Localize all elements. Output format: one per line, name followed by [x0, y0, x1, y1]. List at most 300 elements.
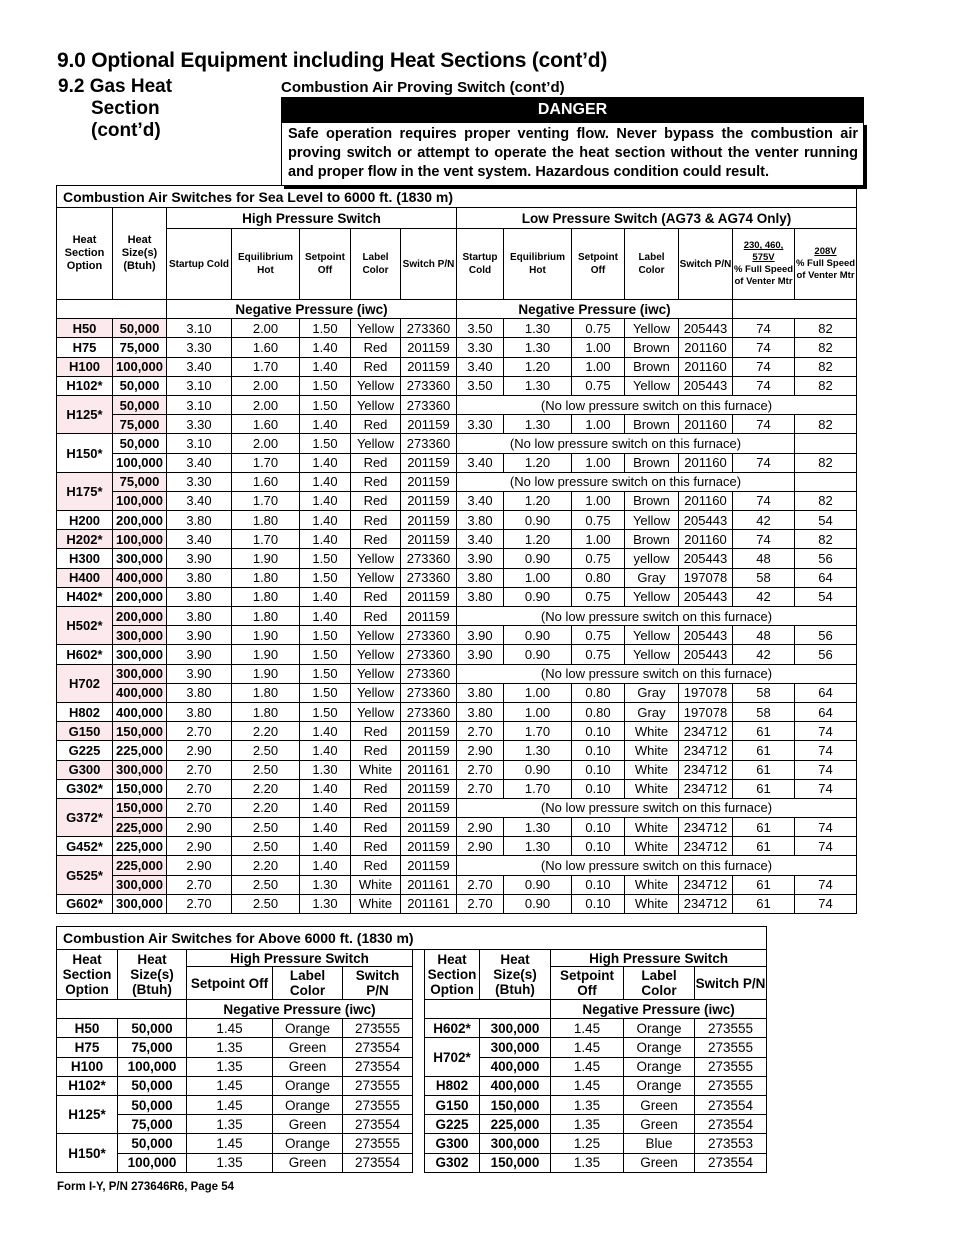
high-setpoint-off: 1.50: [300, 683, 351, 702]
heat-section-option: H202*: [57, 530, 113, 549]
high-setpoint-off: 1.40: [300, 415, 351, 434]
col-heat-size: Heat Size(s) (Btuh): [480, 950, 551, 1000]
heat-section-option: H802: [57, 702, 113, 721]
heat-section-option: H802: [425, 1076, 480, 1095]
high-startup-cold: 3.10: [167, 376, 232, 395]
high-startup-cold: 2.70: [167, 798, 232, 817]
heat-size: 300,000: [480, 1019, 551, 1038]
low-equilibrium-hot: 0.90: [504, 587, 572, 606]
low-label-color: White: [625, 741, 679, 760]
low-setpoint-off: 0.80: [572, 702, 625, 721]
heat-section-option: H125*: [57, 395, 113, 433]
speed-230-460-575: 74: [733, 530, 795, 549]
high-switch-pn: 273360: [401, 319, 457, 338]
setpoint-off: 1.35: [187, 1038, 273, 1057]
high-setpoint-off: 1.40: [300, 491, 351, 510]
low-startup-cold: 3.40: [457, 530, 504, 549]
high-setpoint-off: 1.50: [300, 568, 351, 587]
heat-section-option: G150: [57, 722, 113, 741]
table-row: [57, 683, 857, 702]
table-row: [57, 818, 857, 837]
high-switch-pn: 201159: [401, 837, 457, 856]
col-switch-pn: Switch P/N: [695, 967, 767, 1000]
table-row: [57, 760, 857, 779]
high-equilibrium-hot: 2.50: [232, 760, 300, 779]
low-setpoint-off: 0.80: [572, 568, 625, 587]
table-row: [57, 472, 857, 491]
table-row: [57, 338, 857, 357]
setpoint-off: 1.45: [187, 1134, 273, 1153]
high-startup-cold: 3.30: [167, 338, 232, 357]
high-switch-pn: 201159: [401, 472, 457, 491]
high-startup-cold: 3.90: [167, 626, 232, 645]
high-setpoint-off: 1.40: [300, 511, 351, 530]
low-label-color: Brown: [625, 357, 679, 376]
high-startup-cold: 2.90: [167, 856, 232, 875]
high-setpoint-off: 1.50: [300, 702, 351, 721]
high-label-color: Red: [351, 779, 401, 798]
high-equilibrium-hot: 2.00: [232, 376, 300, 395]
col-switch-pn: Switch P/N: [401, 229, 457, 300]
switch-pn: 273555: [695, 1019, 767, 1038]
heat-section-option: H402*: [57, 587, 113, 606]
switch-pn: 273555: [343, 1076, 413, 1095]
speed-208: 82: [795, 319, 857, 338]
label-color: Green: [273, 1057, 343, 1076]
high-switch-pn: 273360: [401, 376, 457, 395]
high-startup-cold: 3.90: [167, 664, 232, 683]
table-gap: [413, 1019, 425, 1038]
high-switch-pn: 201161: [401, 875, 457, 894]
low-switch-pn: 205443: [679, 511, 733, 530]
heat-section-option: G225: [57, 741, 113, 760]
high-equilibrium-hot: 1.70: [232, 453, 300, 472]
table-gap: [413, 1038, 425, 1057]
speed-208: 82: [795, 530, 857, 549]
high-equilibrium-hot: 2.00: [232, 434, 300, 453]
heat-size: 400,000: [480, 1076, 551, 1095]
high-equilibrium-hot: 2.50: [232, 818, 300, 837]
low-equilibrium-hot: 1.30: [504, 319, 572, 338]
high-switch-pn: 201159: [401, 779, 457, 798]
low-label-color: White: [625, 837, 679, 856]
col-switch-pn: Switch P/N: [343, 967, 413, 1000]
heat-section-option: H125*: [57, 1095, 118, 1133]
setpoint-off: 1.45: [551, 1057, 624, 1076]
heat-size: 50,000: [113, 376, 167, 395]
setpoint-off: 1.35: [551, 1095, 624, 1114]
speed-208: 74: [795, 875, 857, 894]
low-startup-cold: 3.40: [457, 453, 504, 472]
low-startup-cold: 3.50: [457, 376, 504, 395]
high-setpoint-off: 1.40: [300, 587, 351, 606]
heat-section-option: H150*: [57, 434, 113, 472]
heat-size: 225,000: [113, 856, 167, 875]
high-equilibrium-hot: 1.60: [232, 415, 300, 434]
setpoint-off: 1.35: [187, 1115, 273, 1134]
heat-size: 300,000: [113, 894, 167, 913]
heat-section-option: H75: [57, 338, 113, 357]
heat-section-option: G525*: [57, 856, 113, 894]
high-startup-cold: 2.70: [167, 760, 232, 779]
high-switch-pn: 201159: [401, 722, 457, 741]
label-color: Orange: [273, 1076, 343, 1095]
high-label-color: Red: [351, 837, 401, 856]
high-equilibrium-hot: 1.80: [232, 607, 300, 626]
high-switch-pn: 273360: [401, 568, 457, 587]
high-switch-pn: 201159: [401, 818, 457, 837]
table-gap: [413, 1095, 425, 1114]
high-label-color: Yellow: [351, 626, 401, 645]
low-switch-pn: 205443: [679, 376, 733, 395]
low-switch-pn: 201160: [679, 338, 733, 357]
low-switch-pn: 234712: [679, 894, 733, 913]
heat-section-option: H100: [57, 357, 113, 376]
low-label-color: White: [625, 779, 679, 798]
setpoint-off: 1.45: [187, 1095, 273, 1114]
heat-section-option: H702*: [425, 1038, 480, 1076]
heat-size: 50,000: [113, 319, 167, 338]
high-switch-pn: 273360: [401, 626, 457, 645]
high-setpoint-off: 1.40: [300, 741, 351, 760]
high-setpoint-off: 1.50: [300, 319, 351, 338]
high-startup-cold: 2.70: [167, 894, 232, 913]
high-label-color: Red: [351, 415, 401, 434]
high-switch-pn: 201159: [401, 453, 457, 472]
high-startup-cold: 3.10: [167, 395, 232, 414]
heat-section-option: G150: [425, 1095, 480, 1114]
low-switch-pn: 201160: [679, 357, 733, 376]
low-setpoint-off: 0.75: [572, 549, 625, 568]
heat-section-option: G602*: [57, 894, 113, 913]
group-high-pressure: High Pressure Switch: [187, 950, 413, 967]
low-switch-pn: 205443: [679, 549, 733, 568]
speed-230-460-575: 48: [733, 549, 795, 568]
speed-208: 82: [795, 338, 857, 357]
speed-230-460-575: 61: [733, 818, 795, 837]
high-label-color: Yellow: [351, 376, 401, 395]
high-label-color: White: [351, 875, 401, 894]
low-equilibrium-hot: 0.90: [504, 511, 572, 530]
high-setpoint-off: 1.40: [300, 453, 351, 472]
heat-size: 150,000: [113, 722, 167, 741]
high-label-color: Red: [351, 587, 401, 606]
high-equilibrium-hot: 1.80: [232, 702, 300, 721]
col-speed-208: [795, 229, 857, 300]
section-title-line-3: (cont’d): [91, 120, 161, 141]
label-color: Orange: [273, 1134, 343, 1153]
high-startup-cold: 3.10: [167, 434, 232, 453]
table-gap: [413, 1134, 425, 1153]
high-startup-cold: 3.30: [167, 472, 232, 491]
switch-pn: 273554: [343, 1115, 413, 1134]
high-setpoint-off: 1.40: [300, 856, 351, 875]
danger-text: Safe operation requires proper venting flow. Never bypass the combustion air proving switch or attempt to operate the heat section without the venter running and proper flow in the vent system. Hazardous condition could result.: [281, 122, 864, 186]
heat-size: 50,000: [118, 1095, 187, 1114]
high-startup-cold: 2.70: [167, 875, 232, 894]
heat-section-option: G300: [425, 1134, 480, 1153]
heat-size: 100,000: [113, 453, 167, 472]
table-row: [57, 645, 857, 664]
speed-230-460-575: 61: [733, 837, 795, 856]
high-startup-cold: 2.70: [167, 779, 232, 798]
table-row: [57, 1095, 767, 1114]
label-color: Orange: [273, 1019, 343, 1038]
high-switch-pn: 201159: [401, 607, 457, 626]
heat-size: 225,000: [113, 837, 167, 856]
heat-size: 300,000: [113, 760, 167, 779]
speed-208: [795, 472, 857, 491]
sea-level-switch-table: [56, 185, 857, 914]
heat-size: 100,000: [118, 1153, 187, 1172]
low-setpoint-off: 0.75: [572, 587, 625, 606]
table-row: [57, 1076, 767, 1095]
heat-size: 150,000: [480, 1153, 551, 1172]
heat-section-option: H50: [57, 1019, 118, 1038]
low-startup-cold: 3.30: [457, 338, 504, 357]
high-label-color: Yellow: [351, 434, 401, 453]
table-row: [57, 798, 857, 817]
heat-size: 300,000: [113, 645, 167, 664]
low-equilibrium-hot: 1.20: [504, 357, 572, 376]
no-low-pressure-note: (No low pressure switch on this furnace): [457, 607, 857, 626]
low-switch-pn: 234712: [679, 837, 733, 856]
setpoint-off: 1.35: [551, 1115, 624, 1134]
high-switch-pn: 273360: [401, 702, 457, 721]
low-setpoint-off: 0.10: [572, 722, 625, 741]
table-row: [57, 856, 857, 875]
low-label-color: Brown: [625, 530, 679, 549]
high-equilibrium-hot: 2.20: [232, 798, 300, 817]
speed-208: 82: [795, 453, 857, 472]
table-row: [57, 530, 857, 549]
setpoint-off: 1.45: [551, 1019, 624, 1038]
low-switch-pn: 197078: [679, 683, 733, 702]
high-startup-cold: 2.90: [167, 818, 232, 837]
setpoint-off: 1.35: [187, 1057, 273, 1076]
switch-pn: 273555: [695, 1057, 767, 1076]
low-label-color: Gray: [625, 568, 679, 587]
heat-size: 150,000: [113, 798, 167, 817]
low-equilibrium-hot: 1.30: [504, 741, 572, 760]
heat-size: 225,000: [480, 1115, 551, 1134]
table-gap: [413, 1115, 425, 1134]
label-color: Orange: [624, 1038, 695, 1057]
speed-230-460-575: 58: [733, 568, 795, 587]
speed-230-460-575: 74: [733, 338, 795, 357]
high-label-color: Red: [351, 530, 401, 549]
col-heat-section-option: Heat Section Option: [57, 208, 113, 300]
high-equilibrium-hot: 1.80: [232, 568, 300, 587]
col-setpoint-off: Setpoint Off: [300, 229, 351, 300]
high-equilibrium-hot: 2.50: [232, 875, 300, 894]
high-switch-pn: 273360: [401, 434, 457, 453]
low-switch-pn: 205443: [679, 626, 733, 645]
table-row: [57, 1057, 767, 1076]
high-equilibrium-hot: 2.20: [232, 856, 300, 875]
low-setpoint-off: 1.00: [572, 415, 625, 434]
speed-230-460-575: 48: [733, 626, 795, 645]
table-row: [57, 894, 857, 913]
speed-208: 64: [795, 568, 857, 587]
high-label-color: Red: [351, 741, 401, 760]
low-startup-cold: 3.80: [457, 702, 504, 721]
high-equilibrium-hot: 2.20: [232, 779, 300, 798]
high-switch-pn: 273360: [401, 645, 457, 664]
label-color: Orange: [273, 1095, 343, 1114]
heat-section-option: H100: [57, 1057, 118, 1076]
high-setpoint-off: 1.50: [300, 376, 351, 395]
neg-pressure-left: Negative Pressure (iwc): [187, 1000, 413, 1019]
low-startup-cold: 2.70: [457, 722, 504, 741]
label-color: Green: [273, 1038, 343, 1057]
group-high-pressure: High Pressure Switch: [167, 208, 457, 229]
speed-230-460-575: 58: [733, 683, 795, 702]
table-row: [57, 491, 857, 510]
table-row: [57, 1038, 767, 1057]
speed-text-b: % Full Speed of Venter Mtr: [795, 258, 856, 281]
col-equilibrium-hot: Equilibrium Hot: [232, 229, 300, 300]
high-switch-pn: 201159: [401, 798, 457, 817]
neg-pressure-right: Negative Pressure (iwc): [551, 1000, 767, 1019]
no-low-pressure-note: (No low pressure switch on this furnace): [457, 395, 857, 414]
switch-pn: 273554: [343, 1153, 413, 1172]
heat-size: 200,000: [113, 511, 167, 530]
high-equilibrium-hot: 2.00: [232, 319, 300, 338]
section-title-line-1: 9.2 Gas Heat: [58, 76, 173, 97]
high-label-color: Yellow: [351, 645, 401, 664]
table-row: [57, 1019, 767, 1038]
speed-230-460-575: 74: [733, 453, 795, 472]
table-row: [57, 1134, 767, 1153]
switch-pn: 273554: [695, 1095, 767, 1114]
setpoint-off: 1.35: [187, 1153, 273, 1172]
low-label-color: White: [625, 875, 679, 894]
speed-208: 56: [795, 626, 857, 645]
group-low-pressure: Low Pressure Switch (AG73 & AG74 Only): [457, 208, 857, 229]
heat-size: 75,000: [113, 338, 167, 357]
high-startup-cold: 3.80: [167, 683, 232, 702]
table-row: [57, 1153, 767, 1172]
low-switch-pn: 201160: [679, 415, 733, 434]
heat-section-option: H102*: [57, 1076, 118, 1095]
high-equilibrium-hot: 1.70: [232, 357, 300, 376]
low-startup-cold: 3.40: [457, 357, 504, 376]
switch-pn: 273554: [343, 1038, 413, 1057]
speed-230-460-575: 74: [733, 491, 795, 510]
heat-size: 50,000: [118, 1076, 187, 1095]
low-equilibrium-hot: 0.90: [504, 760, 572, 779]
high-startup-cold: 3.90: [167, 549, 232, 568]
heat-section-option: H502*: [57, 607, 113, 645]
heat-size: 75,000: [118, 1115, 187, 1134]
high-equilibrium-hot: 1.60: [232, 472, 300, 491]
table-row: [57, 741, 857, 760]
high-setpoint-off: 1.30: [300, 894, 351, 913]
high-label-color: Red: [351, 453, 401, 472]
high-switch-pn: 201159: [401, 357, 457, 376]
high-setpoint-off: 1.50: [300, 434, 351, 453]
above-6000-switch-table: [56, 926, 767, 1173]
col-startup-cold: Startup Cold: [167, 229, 232, 300]
heat-size: 50,000: [113, 434, 167, 453]
heat-section-option: G372*: [57, 798, 113, 836]
speed-208: 54: [795, 511, 857, 530]
heat-size: 300,000: [113, 626, 167, 645]
low-label-color: White: [625, 722, 679, 741]
heat-section-option: H602*: [425, 1019, 480, 1038]
high-label-color: Red: [351, 357, 401, 376]
low-equilibrium-hot: 1.70: [504, 779, 572, 798]
heat-section-option: H175*: [57, 472, 113, 510]
heat-section-option: H300: [57, 549, 113, 568]
heat-section-option: H150*: [57, 1134, 118, 1172]
low-startup-cold: 3.30: [457, 415, 504, 434]
speed-230-460-575: 61: [733, 894, 795, 913]
low-switch-pn: 234712: [679, 818, 733, 837]
high-startup-cold: 3.30: [167, 415, 232, 434]
low-label-color: Brown: [625, 338, 679, 357]
high-setpoint-off: 1.50: [300, 395, 351, 414]
table-row: [57, 549, 857, 568]
high-startup-cold: 3.10: [167, 319, 232, 338]
no-low-pressure-note: (No low pressure switch on this furnace): [457, 856, 857, 875]
high-setpoint-off: 1.40: [300, 779, 351, 798]
low-equilibrium-hot: 1.30: [504, 338, 572, 357]
high-label-color: Red: [351, 511, 401, 530]
low-equilibrium-hot: 0.90: [504, 549, 572, 568]
table-row: [57, 779, 857, 798]
low-label-color: Yellow: [625, 626, 679, 645]
switch-pn: 273555: [343, 1134, 413, 1153]
low-equilibrium-hot: 1.00: [504, 702, 572, 721]
low-label-color: Brown: [625, 453, 679, 472]
table-gap: [413, 1076, 425, 1095]
heat-size: 75,000: [113, 472, 167, 491]
high-equilibrium-hot: 1.60: [232, 338, 300, 357]
low-label-color: Yellow: [625, 645, 679, 664]
setpoint-off: 1.35: [551, 1153, 624, 1172]
label-color: Blue: [624, 1134, 695, 1153]
col-equilibrium-hot: Equilibrium Hot: [504, 229, 572, 300]
high-label-color: Yellow: [351, 568, 401, 587]
speed-208: 74: [795, 722, 857, 741]
low-label-color: Yellow: [625, 511, 679, 530]
neg-pressure-high: Negative Pressure (iwc): [167, 300, 457, 319]
high-equilibrium-hot: 1.70: [232, 491, 300, 510]
low-setpoint-off: 0.75: [572, 626, 625, 645]
low-equilibrium-hot: 1.00: [504, 683, 572, 702]
low-switch-pn: 234712: [679, 779, 733, 798]
heat-section-option: H400: [57, 568, 113, 587]
high-label-color: Red: [351, 607, 401, 626]
switch-pn: 273555: [695, 1038, 767, 1057]
high-switch-pn: 201159: [401, 491, 457, 510]
heat-size: 50,000: [113, 395, 167, 414]
high-startup-cold: 3.80: [167, 568, 232, 587]
low-setpoint-off: 0.10: [572, 760, 625, 779]
low-startup-cold: 3.40: [457, 491, 504, 510]
high-switch-pn: 201159: [401, 338, 457, 357]
low-setpoint-off: 0.75: [572, 376, 625, 395]
speed-208: 74: [795, 760, 857, 779]
low-setpoint-off: 1.00: [572, 491, 625, 510]
heat-size: 100,000: [113, 530, 167, 549]
page-title: 9.0 Optional Equipment including Heat Sections (cont’d): [57, 49, 608, 72]
low-setpoint-off: 0.75: [572, 645, 625, 664]
low-switch-pn: 201160: [679, 530, 733, 549]
speed-230-460-575: 61: [733, 875, 795, 894]
